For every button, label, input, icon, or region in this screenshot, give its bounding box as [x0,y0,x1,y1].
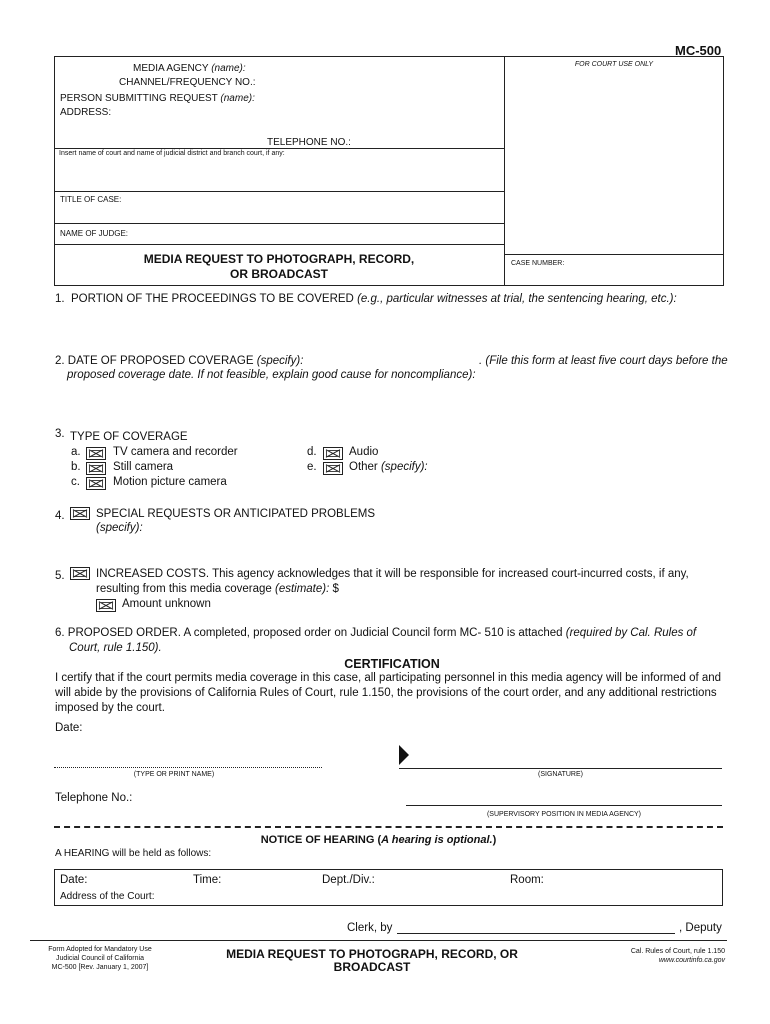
footer-right: Cal. Rules of Court, rule 1.150 www.courtinfo.ca.gov [630,948,725,964]
media-agency-label: MEDIA AGENCY (name): [133,63,246,74]
court-use-label: FOR COURT USE ONLY [574,61,654,68]
item-5-number: 5. [55,570,65,582]
footer-form-title: MEDIA REQUEST TO PHOTOGRAPH, RECORD, OR BROADCAST [226,947,518,974]
option-e-letter: e. [307,461,317,473]
caption-divider [504,56,505,286]
item-4-number: 4. [55,510,65,522]
special-requests-checkbox[interactable] [70,507,90,520]
option-c-letter: c. [71,476,80,488]
telephone-no-label: Telephone No.: [55,792,133,804]
telephone-label: TELEPHONE NO.: [267,137,351,148]
item-6: 6. PROPOSED ORDER. A completed, proposed order on Judicial Council form MC- 510 is attached (required by Cal. Rules of [55,627,697,639]
name-of-judge-label: NAME OF JUDGE: [60,229,129,238]
notice-divider [54,826,723,828]
certification-heading: CERTIFICATION [344,657,440,671]
footer-rule [30,940,727,941]
audio-label: Audio [349,446,379,458]
clerk-signature-line[interactable] [397,933,675,934]
signature-line[interactable] [399,768,722,769]
caption-form-title: MEDIA REQUEST TO PHOTOGRAPH, RECORD, OR BROADCAST [143,252,415,281]
clerk-label: Clerk, by [347,922,393,934]
amount-unknown-checkbox[interactable] [96,599,116,612]
item-6-italic-line2: Court, rule 1.150). [69,642,162,654]
certification-date-label: Date: [55,722,83,734]
increased-costs-checkbox[interactable] [70,567,90,580]
still-camera-checkbox[interactable] [86,462,106,475]
supervisory-position-caption: (SUPERVISORY POSITION IN MEDIA AGENCY) [486,811,642,818]
other-label: Other (specify): [349,461,428,473]
amount-unknown-label: Amount unknown [122,598,211,610]
hearing-dept-label: Dept./Div.: [322,874,375,886]
hearing-time-label: Time: [193,874,222,886]
option-b-letter: b. [71,461,81,473]
item-2-label: 2. DATE OF PROPOSED COVERAGE (specify): [55,355,304,367]
signature-caption: (SIGNATURE) [538,771,583,778]
form-number: MC-500 [675,43,722,58]
special-requests-label: SPECIAL REQUESTS OR ANTICIPATED PROBLEMS [96,508,376,520]
increased-costs-line2: resulting from this media coverage (estimate): $ [96,583,339,595]
item-2-note-line1: . (File this form at least five court days before the [479,355,728,367]
type-or-print-name-caption: (TYPE OR PRINT NAME) [133,771,215,778]
court-address-label: Address of the Court: [60,891,155,902]
still-camera-label: Still camera [113,461,174,473]
hearing-intro: A HEARING will be held as follows: [55,848,212,859]
certification-text: I certify that if the court permits media coverage in this case, all participating personnel in this media agency will be informed of and will abide by the provisions of California Rules of Court, rule 1.150, the provisions of the court order, and any additional restrictions imposed by the court. [55,672,722,714]
increased-costs-line1: INCREASED COSTS. This agency acknowledges that it will be responsible for increased court-incurred costs, if any, [96,568,689,580]
item-3-title: TYPE OF COVERAGE [70,431,188,443]
person-submitting-label: PERSON SUBMITTING REQUEST (name): [60,93,255,104]
hearing-room-label: Room: [510,874,544,886]
tv-camera-checkbox[interactable] [86,447,106,460]
item-2-note-line2: proposed coverage date. If not feasible, explain good cause for noncompliance): [67,369,476,381]
deputy-label: , Deputy [679,922,722,934]
title-of-case-label: TITLE OF CASE: [60,195,122,204]
notice-heading: NOTICE OF HEARING (A hearing is optional.) [260,834,497,846]
motion-picture-checkbox[interactable] [86,477,106,490]
option-a-letter: a. [71,446,81,458]
court-instruction: Insert name of court and name of judicial district and branch court, if any: [59,150,285,157]
motion-picture-label: Motion picture camera [113,476,227,488]
print-name-line[interactable] [54,767,322,768]
tv-camera-label: TV camera and recorder [113,446,238,458]
address-label: ADDRESS: [60,107,112,118]
option-d-letter: d. [307,446,317,458]
supervisory-position-line[interactable] [406,805,722,806]
hearing-date-label: Date: [60,874,88,886]
other-checkbox[interactable] [323,462,343,475]
audio-checkbox[interactable] [323,447,343,460]
case-number-label: CASE NUMBER: [511,260,565,267]
footer-left: Form Adopted for Mandatory Use Judicial Council of California MC-500 [Rev. January 1, 2007] [48,946,152,971]
item-1: 1. PORTION OF THE PROCEEDINGS TO BE COVERED (e.g., particular witnesses at trial, the sentencing hearing, etc.): [55,293,677,305]
special-requests-specify: (specify): [96,522,143,534]
channel-frequency-label: CHANNEL/FREQUENCY NO.: [119,77,256,88]
signature-arrow-icon [399,745,409,768]
item-3-number: 3. [55,428,65,440]
